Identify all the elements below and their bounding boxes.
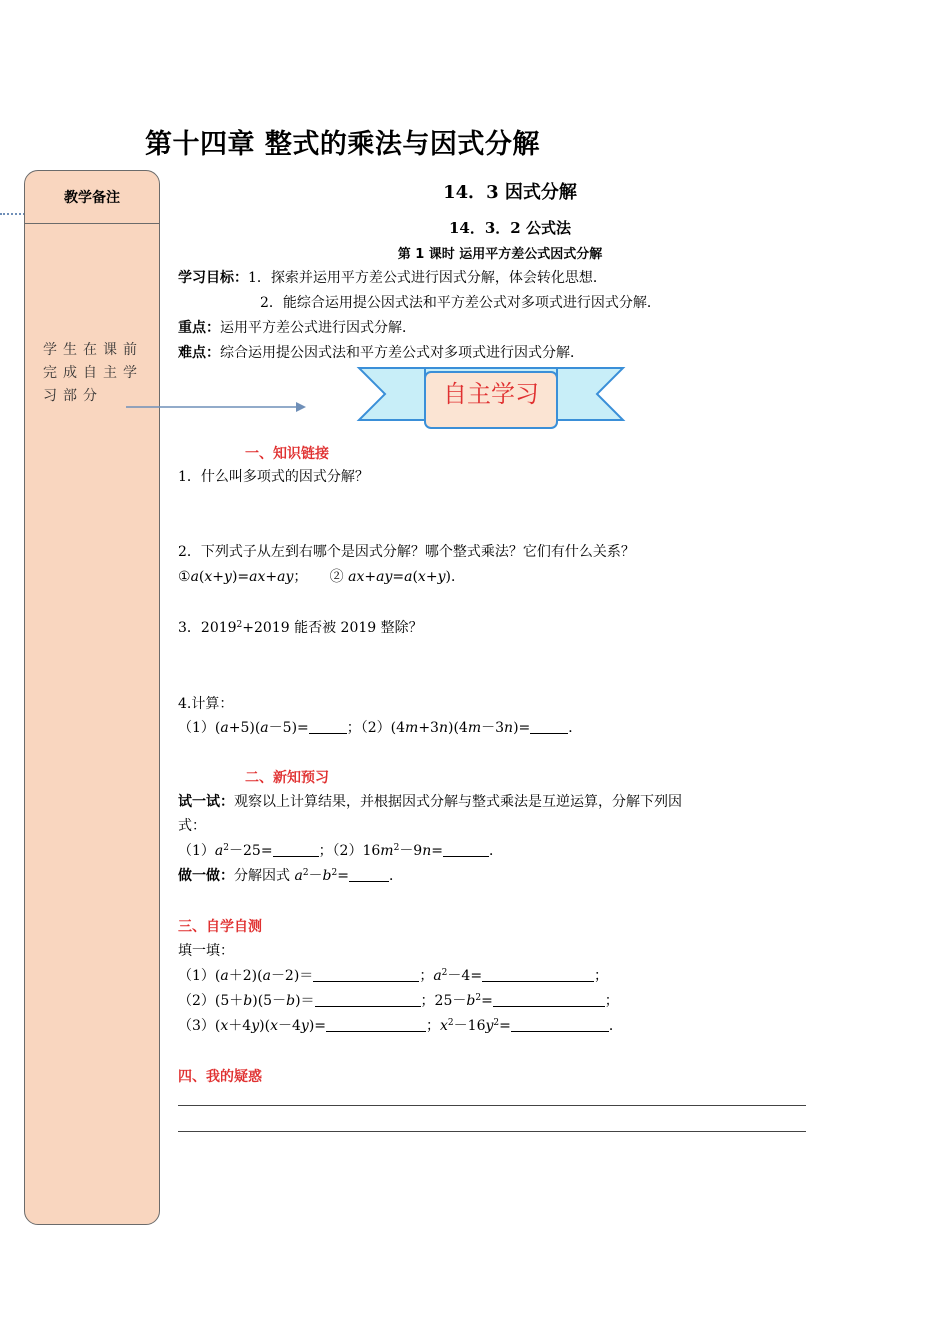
arrow-icon <box>126 398 308 416</box>
answer-line[interactable] <box>178 1105 806 1106</box>
answer-blank[interactable] <box>511 1017 609 1032</box>
fill-item-1: （1）(a＋2)(a－2)＝ ；$a^2-4=$ ； <box>178 968 609 984</box>
part3-title: 三、自学自测 <box>178 919 262 935</box>
question-4-items: （1）(a+5)(a－5)= ；（2）(4m+3n)(4m－3n)= ． <box>178 720 583 736</box>
teaching-notes-sidebar <box>24 170 160 1225</box>
section-title: 14．3 因式分解 <box>443 182 577 203</box>
question-3: 3．$2019^2+2019$ 能否被 2019 整除？ <box>178 620 423 636</box>
answer-blank[interactable] <box>326 1017 426 1032</box>
part1-title: 一、知识链接 <box>245 446 329 462</box>
answer-line[interactable] <box>178 1131 806 1132</box>
answer-blank[interactable] <box>313 967 419 982</box>
answer-blank[interactable] <box>443 842 489 857</box>
difficulty-label: 难点： <box>178 345 220 361</box>
sidebar-header: 教学备注 <box>25 171 159 224</box>
answer-blank[interactable] <box>530 719 568 734</box>
fill-label: 填一填： <box>178 943 234 959</box>
difficulty-line <box>178 343 584 363</box>
question-2-formulas: ①a(x+y)=ax+ay； ② ax+ay=a(x+y)． <box>178 569 465 585</box>
try-line-1: 试一试：观察以上计算结果，并根据因式分解与整式乘法是互逆运算，分解下列因 <box>178 794 682 810</box>
fill-item-2: （2）(5＋b)(5－b)＝ ；$25-b^2=$ ； <box>178 993 619 1009</box>
answer-blank[interactable] <box>349 867 389 882</box>
banner-text: 自主学习 <box>443 380 539 408</box>
question-1: 1．什么叫多项式的因式分解？ <box>178 469 369 485</box>
fill-item-3: （3）(x＋4y)(x－4y)= ；$x^2-16y^2=$ ． <box>178 1018 623 1034</box>
chapter-title: 第十四章 整式的乘法与因式分解 <box>145 129 540 160</box>
lesson-title: 第 1 课时 运用平方差公式因式分解 <box>397 247 603 262</box>
sidebar-note: 学生在课前完成自主学习部分 <box>43 342 143 404</box>
try-items: $(1)a^2-25=$ ；$(2)16m^2-9n=$ ． <box>178 843 503 859</box>
answer-blank[interactable] <box>309 719 347 734</box>
answer-blank[interactable] <box>273 842 319 857</box>
part4-title: 四、我的疑惑 <box>178 1069 262 1085</box>
objectives-label: 学习目标： <box>178 270 248 286</box>
question-4: 4.计算： <box>178 696 234 712</box>
objective-item-2: 2．能综合运用提公因式法和平方差公式对多项式进行因式分解． <box>260 295 661 311</box>
subsection-title: 14．3．2 公式法 <box>449 219 571 237</box>
difficulty-text: 综合运用提公因式法和平方差公式对多项式进行因式分解． <box>220 345 584 361</box>
question-2: 2．下列式子从左到右哪个是因式分解？哪个整式乘法？它们有什么关系？ <box>178 544 635 560</box>
objective-line-1 <box>178 268 607 288</box>
key-point-line <box>178 318 416 338</box>
answer-blank[interactable] <box>493 992 605 1007</box>
do-line: 做一做：分解因式 $a^2-b^2=$ ． <box>178 868 403 884</box>
answer-blank[interactable] <box>315 992 421 1007</box>
try-line-2: 式： <box>178 818 206 834</box>
self-study-banner <box>355 362 627 436</box>
key-point-text: 运用平方差公式进行因式分解． <box>220 320 416 336</box>
objective-item-1: 1．探索并运用平方差公式进行因式分解，体会转化思想． <box>248 270 607 286</box>
part2-title: 二、新知预习 <box>245 770 329 786</box>
answer-blank[interactable] <box>482 967 594 982</box>
key-point-label: 重点： <box>178 320 220 336</box>
